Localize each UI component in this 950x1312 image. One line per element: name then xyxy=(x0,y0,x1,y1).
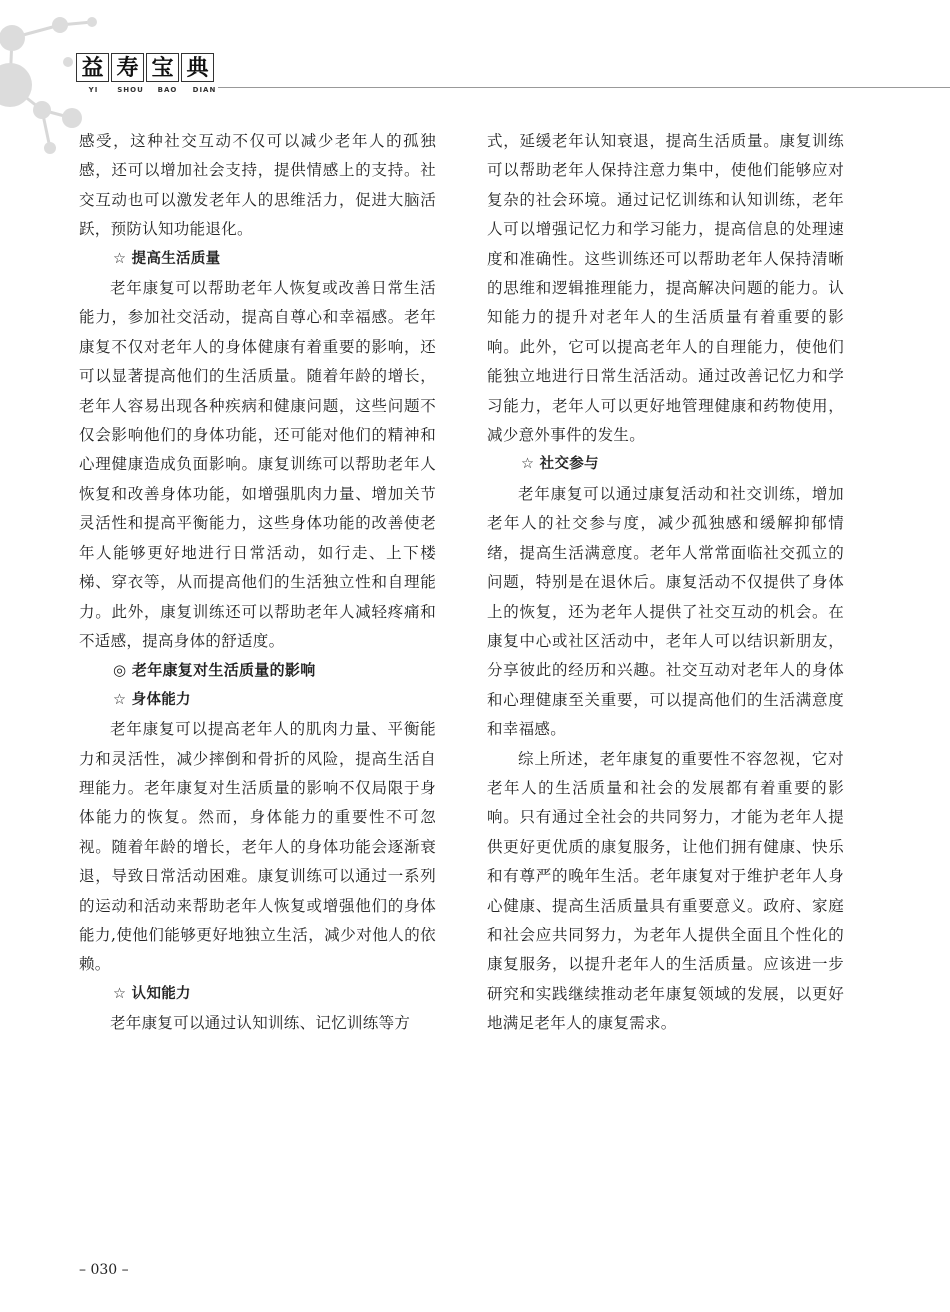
logo-pinyin xyxy=(76,86,222,94)
logo-char: 典 xyxy=(181,53,214,82)
paragraph: 老年康复可以帮助老年人恢复或改善日常生活能力，参加社交活动，提高自尊心和幸福感。老年康复不仅对老年人的身体健康有着重要的影响，还可以显著提高他们的生活质量。随着年龄的增长，老年人容易出现各种疾病和健康问题，这些问题不仅会影响他们的身体功能，还可能对他们的精神和心理健康造成负面影响。康复训练可以帮助老年人恢复和改善身体功能，如增强肌肉力量、增加关节灵活性和提高平衡能力，这些身体功能的改善使老年人能够更好地进行日常活动，如行走、上下楼梯、穿衣等，从而提高他们的生活独立性和自理能力。此外，康复训练还可以帮助老年人减轻疼痛和不适感，提高身体的舒适度。 xyxy=(79,279,436,650)
logo-char: 益 xyxy=(76,53,109,82)
paragraph-continuation: 感受，这种社交互动不仅可以减少老年人的孤独感，还可以增加社会支持，提供情感上的支持。社交互动也可以激发老年人的思维活力，促进大脑活跃，预防认知功能退化。 xyxy=(79,132,436,239)
paragraph-conclusion: 综上所述，老年康复的重要性不容忽视，它对老年人的生活质量和社会的发展都有着重要的影响。只有通过全社会的共同努力，才能为老年人提供更好更优质的康复服务，让他们拥有健康、快乐和有尊严的晚年生活。老年康复对于维护老年人身心健康、提高生活质量具有重要意义。政府、家庭和社会应共同努力，为老年人提供全面且个性化的康复服务，以提升老年人的生活质量。应该进一步研究和实践继续推动老年康复领域的发展，以更好地满足老年人的康复需求。 xyxy=(487,749,844,1033)
right-column xyxy=(487,127,844,1039)
page-number: – 030 – xyxy=(79,1262,129,1278)
journal-logo xyxy=(76,53,222,94)
paragraph-continuation: 式，延缓老年认知衰退，提高生活质量。康复训练可以帮助老年人保持注意力集中，使他们能够应对复杂的社会环境。通过记忆训练和认知训练，老年人可以增强记忆力和学习能力，提高信息的处理速度和准确性。这些训练还可以帮助老年人保持清晰的思维和逻辑推理能力，提高解决问题的能力。认知能力的提升对老年人的生活质量有着重要的影响。此外，它可以提高老年人的自理能力，使他们能独立地进行日常生活活动。通过改善记忆力和学习能力，老年人可以更好地管理健康和药物使用，减少意外事件的发生。 xyxy=(487,132,844,445)
subheading-physical-ability: ☆ 身体能力 xyxy=(113,691,191,708)
logo-pinyin-syllable: YI xyxy=(88,86,99,94)
logo-char: 宝 xyxy=(146,53,179,82)
logo-pinyin-syllable: SHOU xyxy=(117,86,144,94)
subheading-social-participation: ☆ 社交参与 xyxy=(521,456,599,473)
logo-pinyin-syllable: DIAN xyxy=(192,86,217,94)
header-rule xyxy=(218,87,950,88)
section-heading: ◎ 老年康复对生活质量的影响 xyxy=(113,661,316,680)
logo-pinyin-syllable: BAO xyxy=(157,86,178,94)
paragraph: 老年康复可以提高老年人的肌肉力量、平衡能力和灵活性，减少摔倒和骨折的风险，提高生活自理能力。老年康复对生活质量的影响不仅局限于身体能力的恢复。然而，身体能力的重要性不可忽视。随着年龄的增长，老年人的身体功能会逐渐衰退，导致日常活动困难。康复训练可以通过一系列的运动和活动来帮助老年人恢复或增强他们的身体能力,使他们能够更好地独立生活，减少对他人的依赖。 xyxy=(79,720,436,974)
paragraph: 老年康复可以通过康复活动和社交训练，增加老年人的社交参与度，减少孤独感和缓解抑郁情绪，提高生活满意度。老年人常常面临社交孤立的问题，特别是在退休后。康复活动不仅提供了身体上的恢复，还为老年人提供了社交互动的机会。在康复中心或社区活动中，老年人可以结识新朋友，分享彼此的经历和兴趣。社交互动对老年人的身体和心理健康至关重要，可以提高他们的生活满意度和幸福感。 xyxy=(487,484,844,739)
subheading-improve-quality: ☆ 提高生活质量 xyxy=(113,250,221,267)
left-column xyxy=(79,127,436,1039)
logo-char: 寿 xyxy=(111,53,144,82)
subheading-cognitive-ability: ☆ 认知能力 xyxy=(113,985,191,1002)
paragraph: 老年康复可以通过认知训练、记忆训练等方 xyxy=(110,1014,411,1033)
